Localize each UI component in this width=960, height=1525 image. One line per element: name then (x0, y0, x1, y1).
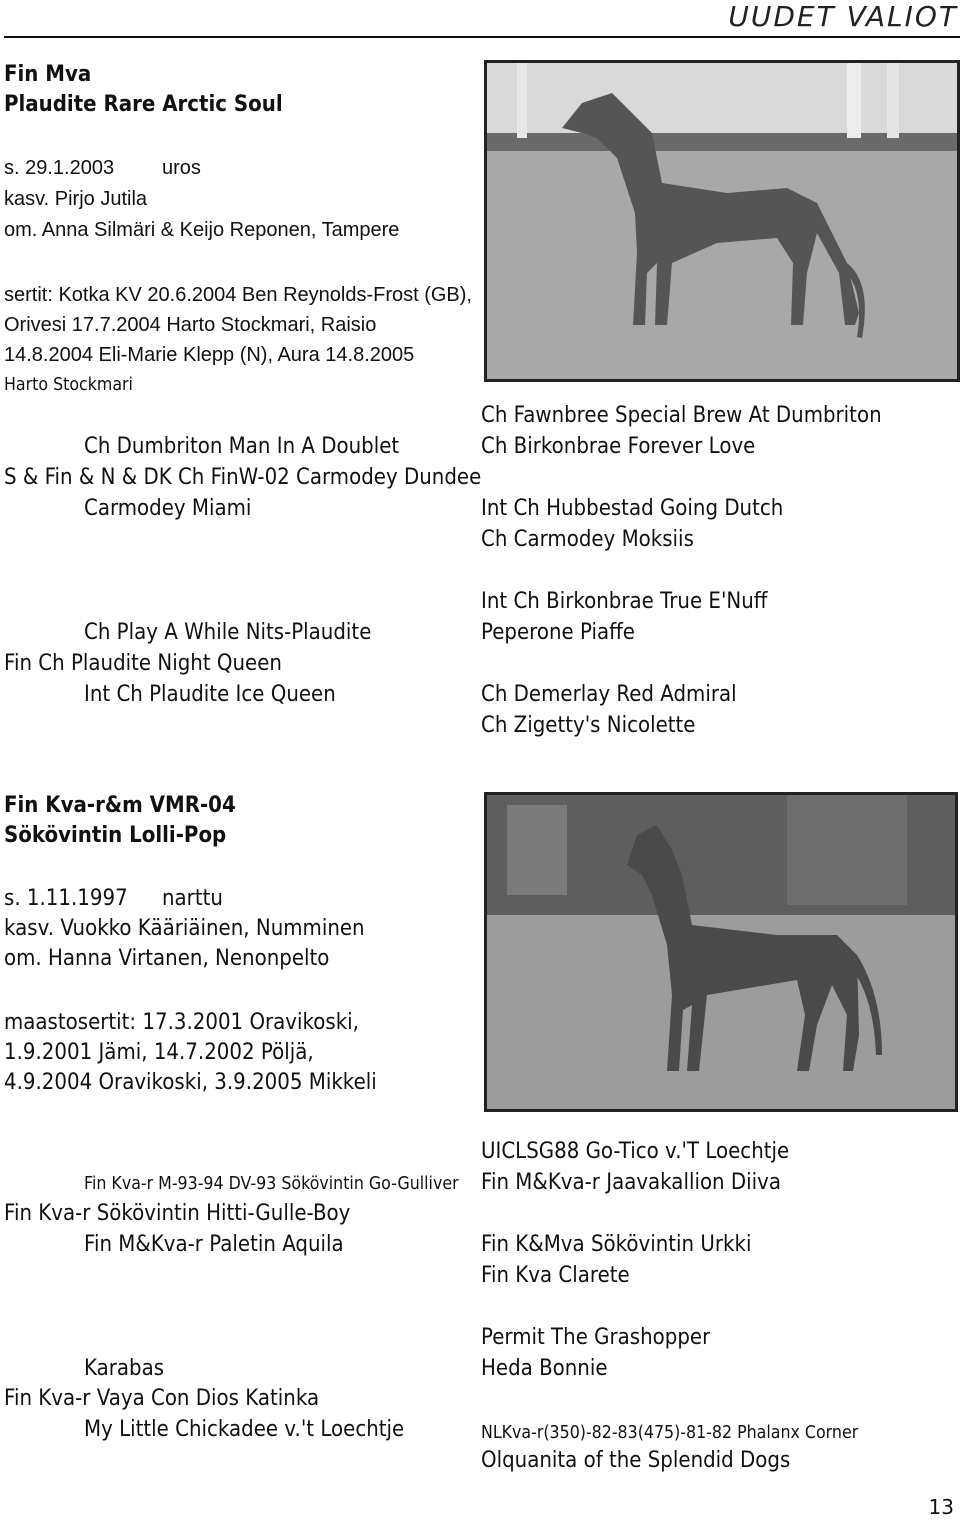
dog2-ped-dam: Fin Kva-r Vaya Con Dios Katinka (4, 1386, 320, 1411)
dog1-cert-line: 14.8.2004 Eli-Marie Klepp (N), Aura 14.8.2005 (4, 344, 415, 366)
dog2-ped-ds-dam: Heda Bonnie (481, 1356, 608, 1381)
dog1-ped-d-sire: Ch Play A While Nits-Plaudite (84, 620, 372, 645)
dog1-ped-dd-sire: Ch Demerlay Red Admiral (481, 682, 737, 707)
dog1-cert-line: Orivesi 17.7.2004 Harto Stockmari, Raisio (4, 314, 377, 336)
page-number: 13 (928, 1495, 954, 1519)
dog2-photo (484, 792, 958, 1112)
dog1-birth: s. 29.1.2003 (4, 157, 115, 179)
dog1-sex: uros (162, 157, 201, 179)
dog1-photo (484, 60, 960, 382)
dog2-breeder: kasv. Vuokko Kääriäinen, Numminen (4, 916, 365, 941)
header-rule (4, 36, 960, 38)
dog1-ped-ds-dam: Peperone Piaffe (481, 620, 635, 645)
dog1-title-line2: Plaudite Rare Arctic Soul (4, 92, 283, 117)
dog2-cert-line: maastosertit: 17.3.2001 Oravikoski, (4, 1010, 359, 1035)
dog1-ped-ds-sire: Int Ch Birkonbrae True E'Nuff (481, 589, 768, 614)
dog1-owner: om. Anna Silmäri & Keijo Reponen, Tampere (4, 219, 400, 241)
dog2-ped-s-dam: Fin M&Kva-r Paletin Aquila (84, 1232, 344, 1257)
dog2-ped-d-dam: My Little Chickadee v.'t Loechtje (84, 1417, 405, 1442)
dog1-cert-line: sertit: Kotka KV 20.6.2004 Ben Reynolds-Frost (GB), (4, 284, 472, 306)
dog1-ped-ss-sire: Ch Fawnbree Special Brew At Dumbriton (481, 403, 882, 428)
dog1-ped-dd-dam: Ch Zigetty's Nicolette (481, 713, 696, 738)
dog2-ped-sire: Fin Kva-r Sökövintin Hitti-Gulle-Boy (4, 1201, 351, 1226)
dog-standing-image (487, 795, 955, 1109)
dog2-ped-ds-sire: Permit The Grashopper (481, 1325, 711, 1350)
dog2-birth: s. 1.11.1997 (4, 886, 128, 911)
dog1-title-line1: Fin Mva (4, 62, 92, 87)
dog2-title-line1: Fin Kva-r&m VMR-04 (4, 793, 236, 818)
dog2-ped-sd-sire: Fin K&Mva Sökövintin Urkki (481, 1232, 752, 1257)
dog2-ped-ss-sire: UICLSG88 Go-Tico v.'T Loechtje (481, 1139, 790, 1164)
dog2-cert-line: 1.9.2001 Jämi, 14.7.2002 Pöljä, (4, 1040, 314, 1065)
dog2-ped-d-sire: Karabas (84, 1356, 165, 1381)
dog2-ped-s-sire: Fin Kva-r M-93-94 DV-93 Sökövintin Go-Gulliver (84, 1173, 459, 1194)
dog2-ped-sd-dam: Fin Kva Clarete (481, 1263, 630, 1288)
dog1-ped-dam: Fin Ch Plaudite Night Queen (4, 651, 282, 676)
dog1-cert-line: Harto Stockmari (4, 374, 133, 395)
dog2-ped-dd-dam: Olquanita of the Splendid Dogs (481, 1448, 791, 1473)
dog1-breeder: kasv. Pirjo Jutila (4, 188, 148, 210)
dog1-ped-sd-dam: Ch Carmodey Moksiis (481, 527, 694, 552)
section-header: UUDET VALIOT (728, 0, 958, 33)
dog2-ped-dd-sire: NLKva-r(350)-82-83(475)-81-82 Phalanx Corner (481, 1422, 859, 1443)
dog2-title-line2: Sökövintin Lolli-Pop (4, 823, 227, 848)
dog1-ped-d-dam: Int Ch Plaudite Ice Queen (84, 682, 336, 707)
dog1-ped-s-sire: Ch Dumbriton Man In A Doublet (84, 434, 400, 459)
dog1-ped-sd-sire: Int Ch Hubbestad Going Dutch (481, 496, 784, 521)
dog-standing-image (487, 63, 957, 379)
dog1-ped-sire: S & Fin & N & DK Ch FinW-02 Carmodey Dundee (4, 465, 482, 490)
dog1-ped-ss-dam: Ch Birkonbrae Forever Love (481, 434, 756, 459)
dog2-ped-ss-dam: Fin M&Kva-r Jaavakallion Diiva (481, 1170, 782, 1195)
dog2-sex: narttu (162, 886, 223, 911)
dog1-ped-s-dam: Carmodey Miami (84, 496, 252, 521)
dog2-owner: om. Hanna Virtanen, Nenonpelto (4, 946, 330, 971)
dog2-cert-line: 4.9.2004 Oravikoski, 3.9.2005 Mikkeli (4, 1070, 377, 1095)
